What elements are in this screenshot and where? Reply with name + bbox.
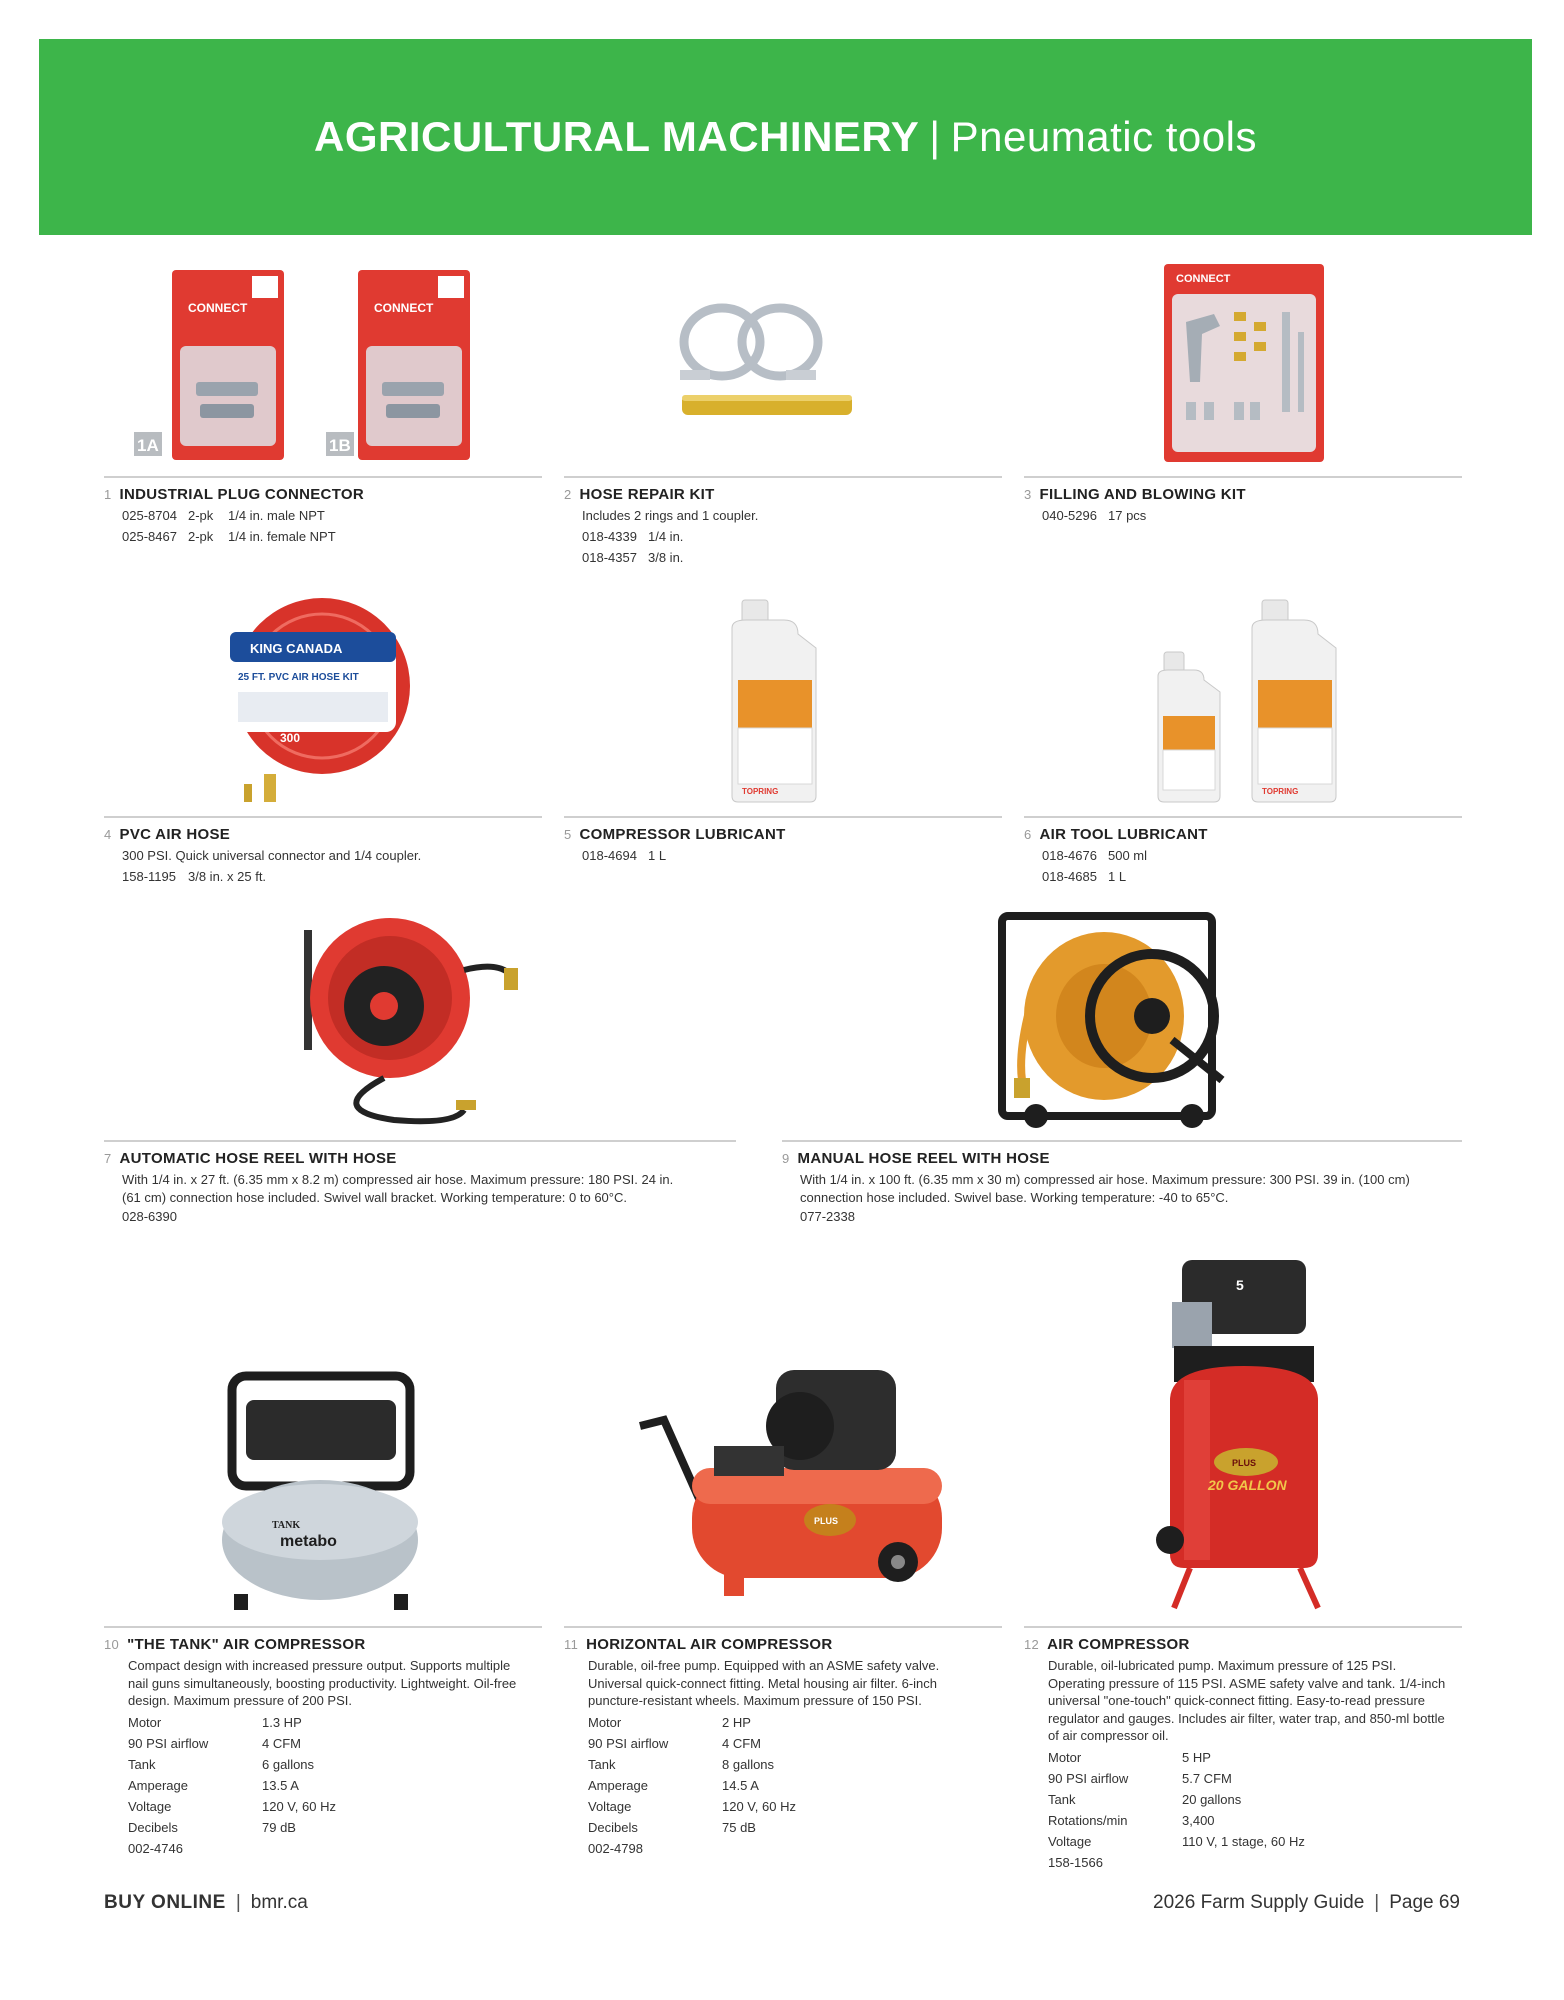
spec-table — [564, 1712, 1002, 1838]
product-sku: 002-4798 — [588, 1840, 643, 1856]
hp-label: 5 — [1236, 1277, 1244, 1293]
product-2 — [564, 262, 1002, 568]
product-image — [104, 588, 542, 808]
product-image — [1024, 1250, 1462, 1620]
guide-title: 2026 Farm Supply Guide — [1153, 1892, 1365, 1913]
brand-label: PLUS — [814, 1516, 839, 1526]
badge-1b — [326, 432, 354, 456]
spec-row: 90 PSI airflow 4 CFM — [128, 1735, 301, 1751]
product-image — [564, 588, 1002, 808]
product-title: 1 INDUSTRIAL PLUG CONNECTOR — [104, 486, 364, 503]
section-banner — [39, 39, 1532, 235]
vertical-air-compressor-image — [1024, 1250, 1462, 1620]
badge-1a — [134, 432, 162, 456]
spec-row: Motor 2 HP — [588, 1714, 751, 1730]
product-7 — [104, 910, 736, 1227]
spec-row: Amperage 13.5 A — [128, 1777, 299, 1793]
sku-row: 018-4357 3/8 in. — [582, 550, 684, 565]
spec-row: Decibels 79 dB — [128, 1819, 296, 1835]
compressor-lubricant-image — [564, 588, 1002, 808]
the-tank-compressor-image — [104, 1250, 542, 1620]
product-image — [1024, 262, 1462, 462]
spec-row: Voltage 110 V, 1 stage, 60 Hz — [1048, 1833, 1305, 1849]
page-number: Page 69 — [1389, 1892, 1460, 1913]
sku-row: 018-4685 1 L — [1042, 869, 1127, 884]
product-3 — [1024, 262, 1462, 526]
product-title: 10 "THE TANK" AIR COMPRESSOR — [104, 1636, 366, 1653]
pvc-air-hose-image — [104, 588, 542, 808]
brand-label: CONNECT — [1176, 273, 1231, 285]
product-title: 2 HOSE REPAIR KIT — [564, 486, 715, 503]
brand-label: TOPRING — [1262, 787, 1299, 796]
product-image — [782, 910, 1462, 1130]
product-description: 300 PSI. Quick universal connector and 1/4 coupler. — [122, 848, 422, 863]
spec-row: Rotations/min 3,400 — [1048, 1812, 1215, 1828]
spec-row: Tank 20 gallons — [1048, 1791, 1242, 1807]
footer-page-info: 2026 Farm Supply Guide | Page 69 — [1153, 1892, 1460, 1913]
product-description: Durable, oil-lubricated pump. Maximum pressure of 125 PSI. Operating pressure of 115 PSI. ASME safety valve and tank. 1/4-inch universal "one-touch" quick-connect fitting. Easy-to-read pressure regulator and gauges. Includes air filter, water trap, and 850-ml bottle of air compressor oil. — [1048, 1658, 1446, 1743]
product-image — [104, 1250, 542, 1620]
spec-table — [104, 1712, 542, 1838]
divider — [104, 816, 542, 818]
divider — [564, 476, 1002, 478]
product-1 — [104, 262, 542, 547]
manual-hose-reel-image — [782, 910, 1462, 1130]
product-title: 7 AUTOMATIC HOSE REEL WITH HOSE — [104, 1150, 397, 1167]
spec-row: Amperage 14.5 A — [588, 1777, 759, 1793]
tank-label: 20 GALLON — [1208, 1477, 1287, 1493]
product-title: 6 AIR TOOL LUBRICANT — [1024, 826, 1208, 843]
brand-label: PLUS — [1232, 1458, 1257, 1468]
product-description: With 1/4 in. x 27 ft. (6.35 mm x 8.2 m) compressed air hose. Maximum pressure: 180 PSI. 24 in. (61 cm) connection hose included. Swivel wall bracket. Working temperature: 0 to 60°C. — [122, 1172, 674, 1205]
spec-row: 90 PSI airflow 4 CFM — [588, 1735, 761, 1751]
product-4 — [104, 588, 542, 887]
sku-row: 158-1195 3/8 in. x 25 ft. — [122, 869, 267, 884]
spec-table — [1024, 1747, 1462, 1852]
product-image — [1024, 588, 1462, 808]
title-separator: | — [929, 113, 941, 160]
product-description: Durable, oil-free pump. Equipped with an ASME safety valve. Universal quick-connect fitting. Metal housing air filter. 6-inch puncture-resistant wheels. Maximum pressure of 150 PSI. — [588, 1658, 940, 1708]
brand-label: CONNECT — [374, 301, 434, 315]
spec-row: Motor 5 HP — [1048, 1749, 1211, 1765]
product-11 — [564, 1250, 1002, 1859]
product-title: 3 FILLING AND BLOWING KIT — [1024, 486, 1246, 503]
product-5 — [564, 588, 1002, 866]
product-image — [104, 910, 736, 1130]
product-sku: 002-4746 — [128, 1840, 183, 1856]
product-sku: 158-1566 — [1048, 1854, 1103, 1870]
product-description: Compact design with increased pressure output. Supports multiple nail guns simultaneously, boosting productivity. Lightweight. Oil-free design. Maximum pressure of 200 PSI. — [128, 1658, 517, 1708]
spec-row: 90 PSI airflow 5.7 CFM — [1048, 1770, 1232, 1786]
sku-row: 025-8704 2-pk 1/4 in. male NPT — [122, 508, 325, 523]
product-title: 9 MANUAL HOSE REEL WITH HOSE — [782, 1150, 1050, 1167]
automatic-hose-reel-image — [104, 910, 736, 1130]
product-sku: 028-6390 — [122, 1209, 177, 1224]
product-6 — [1024, 588, 1462, 887]
badge-1a-label: 1A — [137, 436, 159, 455]
product-title: 12 AIR COMPRESSOR — [1024, 1636, 1190, 1653]
blowing-kit-image — [1024, 262, 1462, 462]
sku-row: 018-4676 500 ml — [1042, 848, 1148, 863]
footer-buy-online: BUY ONLINE | bmr.ca — [104, 1892, 308, 1913]
product-image — [104, 262, 542, 462]
product-10 — [104, 1250, 542, 1859]
divider — [104, 1140, 736, 1142]
divider — [564, 1626, 1002, 1628]
tank-label: TANK — [272, 1520, 301, 1531]
divider — [1024, 476, 1462, 478]
blister-card-1b — [358, 270, 470, 460]
website-link[interactable]: bmr.ca — [250, 1892, 308, 1913]
product-image — [564, 1250, 1002, 1620]
psi-label: 300 — [280, 731, 301, 745]
divider — [782, 1140, 1462, 1142]
sku-row: 018-4339 1/4 in. — [582, 529, 684, 544]
buy-online-label: BUY ONLINE — [104, 1892, 226, 1913]
brand-label: TOPRING — [742, 787, 779, 796]
divider — [1024, 816, 1462, 818]
spec-row: Tank 6 gallons — [128, 1756, 315, 1772]
horizontal-compressor-image — [564, 1250, 1002, 1620]
divider — [564, 816, 1002, 818]
product-description: Includes 2 rings and 1 coupler. — [582, 508, 759, 523]
spec-row: Voltage 120 V, 60 Hz — [128, 1798, 336, 1814]
product-9 — [782, 910, 1462, 1227]
blister-card-1a — [172, 270, 284, 460]
product-title: 5 COMPRESSOR LUBRICANT — [564, 826, 786, 843]
spec-row: Tank 8 gallons — [588, 1756, 775, 1772]
spec-row: Motor 1.3 HP — [128, 1714, 302, 1730]
product-title: 4 PVC AIR HOSE — [104, 826, 231, 843]
brand-label: CONNECT — [188, 301, 248, 315]
sku-row: 025-8467 2-pk 1/4 in. female NPT — [122, 529, 336, 544]
brand-label: metabo — [280, 1533, 337, 1550]
sku-row: 018-4694 1 L — [582, 848, 667, 863]
product-sku: 077-2338 — [800, 1209, 855, 1224]
air-tool-lubricant-image — [1024, 588, 1462, 808]
subsection-name: Pneumatic tools — [950, 113, 1257, 160]
product-12 — [1024, 1250, 1462, 1873]
divider — [104, 1626, 542, 1628]
brand-label: KING CANADA — [250, 641, 343, 656]
section-name: AGRICULTURAL MACHINERY — [314, 113, 920, 160]
plug-connector-image — [104, 262, 542, 462]
spec-row: Voltage 120 V, 60 Hz — [588, 1798, 796, 1814]
page-title — [314, 113, 1257, 161]
product-title: 11 HORIZONTAL AIR COMPRESSOR — [564, 1636, 833, 1653]
hose-repair-kit-image — [564, 262, 1002, 462]
sku-row: 040-5296 17 pcs — [1042, 508, 1147, 523]
hose-label: 25 FT. PVC AIR HOSE KIT — [238, 672, 359, 683]
spec-row: Decibels 75 dB — [588, 1819, 756, 1835]
product-image — [564, 262, 1002, 462]
badge-1b-label: 1B — [329, 436, 351, 455]
divider — [104, 476, 542, 478]
product-description: With 1/4 in. x 100 ft. (6.35 mm x 30 m) compressed air hose. Maximum pressure: 300 PSI. 39 in. (100 cm) connection hose included. Swivel base. Working temperature: -40 to 65°C. — [800, 1172, 1410, 1205]
divider — [1024, 1626, 1462, 1628]
